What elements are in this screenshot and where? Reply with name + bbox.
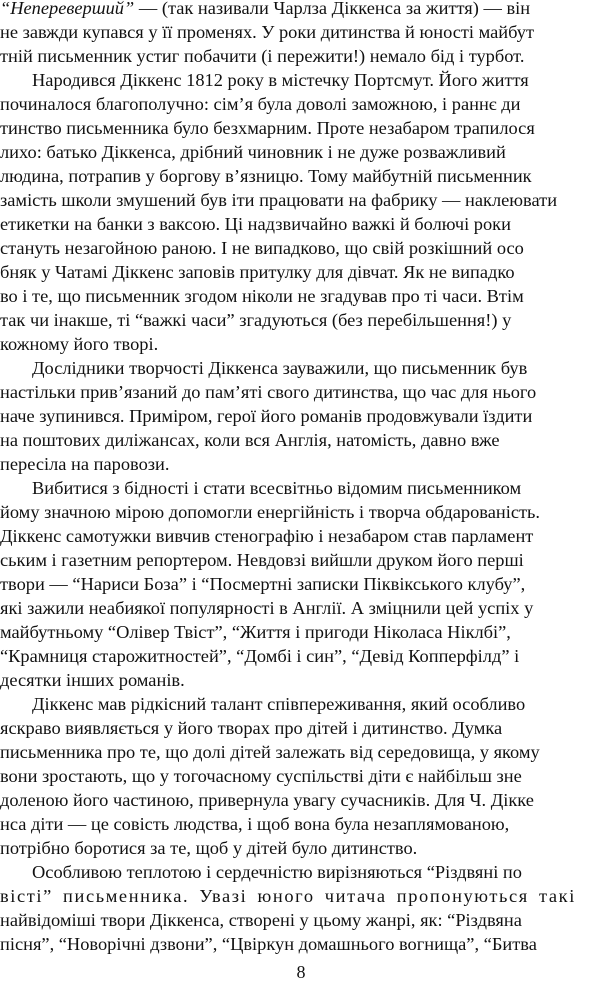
text-line: во і те, що письменник згодом ніколи не згадував про ті часи. Втім — [0, 286, 524, 306]
text-line: вісті” письменника. Увазі юного читача пропонуються такі — [0, 886, 576, 906]
text-line: доленою його частиною, привернула увагу сучасників. Для Ч. Дікке — [0, 790, 534, 810]
text-line: людина, потрапив у боргову в’язницю. Тому майбутній письменник — [0, 166, 532, 186]
text-line: нса діти — це совість людства, і щоб вона була незаплямованою, — [0, 814, 510, 834]
text-line: настільки прив’язаний до пам’яті свого дитинства, що час для нього — [0, 382, 537, 402]
text-line: наче зупинився. Приміром, герої його романів продовжували їздити — [0, 406, 533, 426]
text-line: вони зростають, що у тогочасному суспільстві діти є найбільш зне — [0, 766, 522, 786]
page-number: 8 — [296, 962, 306, 982]
paragraph-start-line: Народився Діккенс 1812 року в містечку Портсмут. Його життя — [32, 70, 529, 90]
text-line: які зажили неабиякої популярності в Англії. А зміцнили цей успіх у — [0, 598, 534, 618]
text-line: майбутньому “Олівер Твіст”, “Життя і пригоди Ніколаса Ніклбі”, — [0, 622, 511, 642]
text-line: на поштових диліжансах, коли вся Англія, натомість, давно вже — [0, 430, 500, 450]
text-line: потрібно боротися за те, щоб у дітей було дитинство. — [0, 838, 418, 858]
text-line: десятки інших романів. — [0, 670, 185, 690]
paragraph-start-line: Діккенс мав рідкісний талант співпереживання, який особливо — [32, 694, 526, 714]
text-line: пересіла на паровози. — [0, 454, 170, 474]
paragraph-start-line: Дослідники творчості Діккенса зауважили, що письменник був — [32, 358, 528, 378]
text-line: бняк у Чатамі Діккенс заповів притулку для дівчат. Як не випадко — [0, 262, 515, 282]
text-line: письменника про те, що долі дітей залежать від середовища, у якому — [0, 742, 540, 762]
text-line: лихо: батько Діккенса, дрібний чиновник і не дуже розважливий — [0, 142, 506, 162]
text-line: починалося благополучно: сім’я була доволі заможною, і раннє ди — [0, 94, 521, 114]
text-line: замість школи змушений був іти працювати на фабрику — наклеювати — [0, 190, 558, 210]
text-line: яскраво виявляється у його творах про дітей і дитинство. Думка — [0, 718, 503, 738]
text-line: найвідоміші твори Діккенса, створені у цьому жанрі, як: “Різдвяна — [0, 910, 522, 930]
paragraph-start-line: Вибитися з бідності і стати всесвітньо відомим письменником — [32, 478, 522, 498]
text-line: йому значною мірою допомогли енергійність і творча обдарованість. — [0, 502, 541, 522]
text-line: “Крамниця старожитностей”, “Домбі і син”, “Девід Копперфілд” і — [0, 646, 520, 666]
text-line: тинство письменника було безхмарним. Проте незабаром трапилося — [0, 118, 535, 138]
text-line: ським і газетним репортером. Невдовзі вийшли друком його перші — [0, 550, 524, 570]
text-line: етикетки на банки з ваксою. Ці надзвичайно важкі й болючі роки — [0, 214, 511, 234]
text-line: Діккенс самотужки вивчив стенографію і незабаром став парламент — [0, 526, 534, 546]
text-line: твори — “Нариси Боза” і “Посмертні записки Піквікського клубу”, — [0, 574, 526, 594]
text-line: стануть незагойною раною. І не випадково, що свій розкішний осо — [0, 238, 524, 258]
text-line: не завжди купався у її променях. У роки дитинства й юності майбут — [0, 22, 535, 42]
paragraph-start-line: Особливою теплотою і сердечністю вирізняються “Різдвяні по — [32, 862, 522, 882]
italic-phrase: “Непереверший” — [0, 0, 135, 18]
text-line: кожному його творі. — [0, 334, 159, 354]
text-line: пісня”, “Новорічні дзвони”, “Цвіркун домашнього вогнища”, “Битва — [0, 934, 537, 954]
text-line: “Непереверший” — (так називали Чарлза Діккенса за життя) — він — [0, 0, 531, 18]
text-line: так чи інакше, ті “важкі часи” згадуються (без перебільшення!) у — [0, 310, 512, 330]
text-line: тній письменник устиг побачити (і пережити!) немало бід і турбот. — [0, 46, 525, 66]
